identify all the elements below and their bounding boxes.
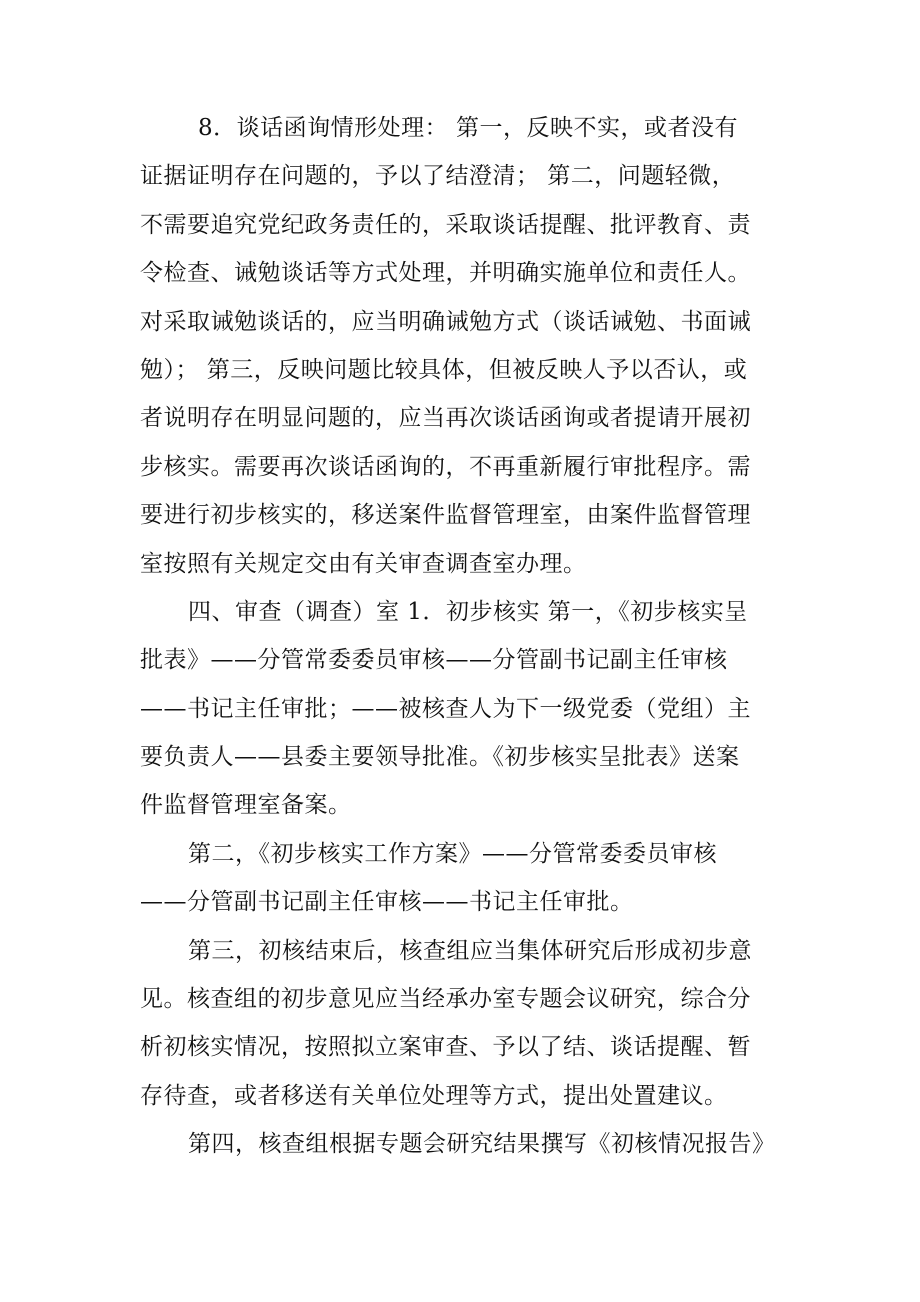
text-line-16: 第二，《初步核实工作方案》——分管常委委员审核 [188,840,717,867]
text-line-13: ——书记主任审批；——被核查人为下一级党委（党组）主 [140,695,751,722]
text-line-1: 8．谈话函询情形处理： 第一，反映不实，或者没有 [198,115,738,141]
text-line-18: 第三，初核结束后，核查组应当集体研究后形成初步意 [188,937,752,964]
text-line-5: 对采取诫勉谈话的，应当明确诫勉方式（谈话诫勉、书面诫 [140,308,751,335]
text-line-4: 令检查、诫勉谈话等方式处理，并明确实施单位和责任人。 [140,260,751,287]
text-line-11: 四、审查（调查）室 1．初步核实 第一，《初步核实呈 [188,598,748,625]
text-line-22: 第四，核查组根据专题会研究结果撰写《初核情况报告》 [188,1131,776,1158]
document-body [140,104,785,1169]
text-line-17: ——分管副书记副主任审核——书记主任审批。 [140,889,634,916]
text-line-10: 室按照有关规定交由有关审查调查室办理。 [140,550,587,577]
text-line-15: 件监督管理室备案。 [140,792,352,819]
text-line-20: 析初核实情况，按照拟立案审查、予以了结、谈话提醒、暂 [140,1034,751,1061]
text-line-3: 不需要追究党纪政务责任的，采取谈话提醒、批评教育、责 [140,211,751,238]
text-line-12: 批表》——分管常委委员审核——分管副书记副主任审核 [140,647,728,674]
text-line-9: 要进行初步核实的，移送案件监督管理室，由案件监督管理 [140,502,751,529]
text-line-14: 要负责人——县委主要领导批准。《初步核实呈批表》送案 [140,744,740,771]
text-line-6: 勉）； 第三，反映问题比较具体，但被反映人予以否认，或 [140,356,748,383]
text-line-8: 步核实。需要再次谈话函询的，不再重新履行审批程序。需 [140,453,751,480]
text-line-2: 证据证明存在问题的，予以了结澄清； 第二，问题轻微， [140,163,736,190]
text-line-19: 见。核查组的初步意见应当经承办室专题会议研究，综合分 [140,986,751,1013]
text-line-7: 者说明存在明显问题的，应当再次谈话函询或者提请开展初 [140,405,751,432]
text-line-21: 存待查，或者移送有关单位处理等方式，提出处置建议。 [140,1082,728,1109]
